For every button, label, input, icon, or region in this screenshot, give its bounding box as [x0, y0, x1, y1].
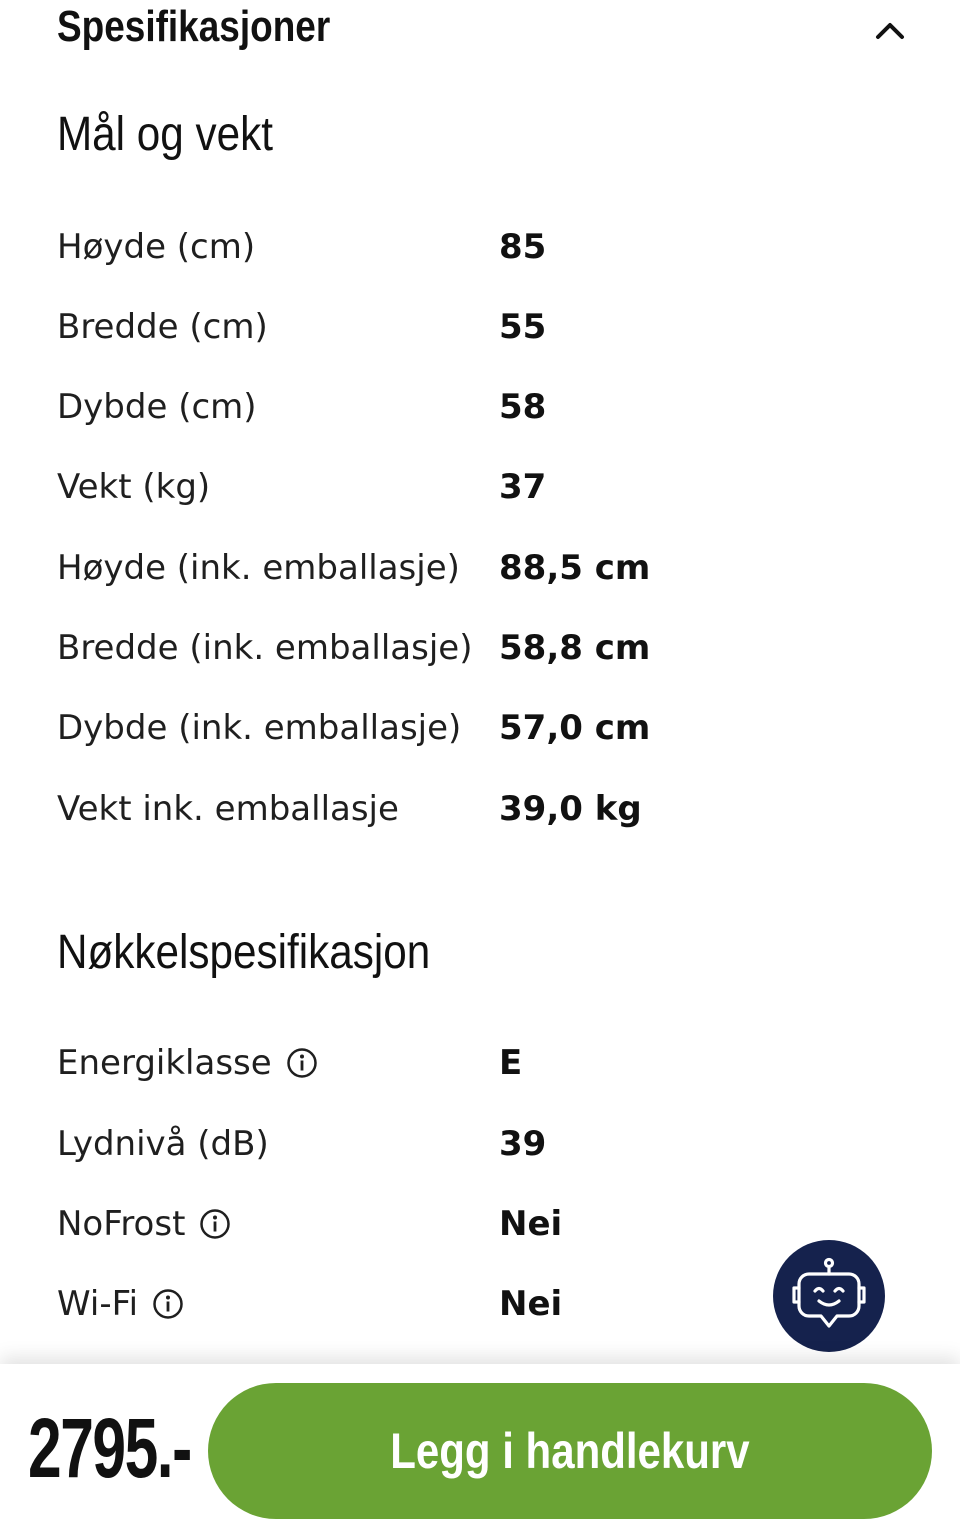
spec-row [0, 538, 960, 598]
spec-value: 57,0 cm [499, 708, 651, 748]
spec-row [0, 618, 960, 678]
spec-value: Nei [499, 1284, 563, 1324]
spec-label-with-info [57, 1194, 231, 1254]
info-icon[interactable] [199, 1208, 231, 1240]
section-title-dimensions: Mål og vekt [57, 108, 273, 161]
spec-label: Vekt ink. emballasje [57, 789, 399, 829]
spec-row [0, 698, 960, 758]
purchase-bar [0, 1364, 960, 1524]
add-to-cart-label: Legg i handlekurv [390, 1423, 750, 1479]
info-icon[interactable] [152, 1288, 184, 1320]
spec-value: 58,8 cm [499, 628, 651, 668]
spec-row [0, 377, 960, 437]
spec-label: Høyde (cm) [57, 227, 256, 267]
price: 2795.- [28, 1401, 191, 1495]
spec-header[interactable] [0, 0, 960, 60]
spec-label-with-info [57, 1033, 318, 1093]
spec-label: Dybde (ink. emballasje) [57, 708, 462, 748]
section-title-key-specs: Nøkkelspesifikasjon [57, 926, 431, 979]
spec-label: Energiklasse [57, 1043, 272, 1083]
spec-label-with-info [57, 1274, 184, 1334]
spec-value: E [499, 1043, 523, 1083]
spec-label: Lydnivå (dB) [57, 1124, 269, 1164]
chevron-up-icon [875, 20, 905, 40]
spec-label: Wi-Fi [57, 1284, 139, 1324]
spec-value: 39 [499, 1124, 547, 1164]
spec-row [0, 1033, 960, 1093]
spec-value: 39,0 kg [499, 789, 642, 829]
add-to-cart-button[interactable] [208, 1383, 932, 1519]
spec-value: 37 [499, 467, 547, 507]
spec-value: 85 [499, 227, 547, 267]
spec-value: 88,5 cm [499, 548, 651, 588]
spec-label: Bredde (cm) [57, 307, 268, 347]
info-icon[interactable] [286, 1047, 318, 1079]
collapse-button[interactable] [866, 10, 914, 50]
spec-value: 58 [499, 387, 547, 427]
chatbot-icon [787, 1254, 871, 1338]
spec-value: Nei [499, 1204, 563, 1244]
spec-label: Vekt (kg) [57, 467, 211, 507]
chatbot-button[interactable] [773, 1240, 885, 1352]
spec-label: Dybde (cm) [57, 387, 257, 427]
spec-row [0, 297, 960, 357]
spec-value: 55 [499, 307, 547, 347]
spec-row [0, 1114, 960, 1174]
spec-label: Høyde (ink. emballasje) [57, 548, 460, 588]
spec-row [0, 217, 960, 277]
spec-label: Bredde (ink. emballasje) [57, 628, 473, 668]
spec-row [0, 457, 960, 517]
spec-label: NoFrost [57, 1204, 186, 1244]
spec-heading: Spesifikasjoner [57, 2, 331, 51]
spec-row [0, 779, 960, 839]
